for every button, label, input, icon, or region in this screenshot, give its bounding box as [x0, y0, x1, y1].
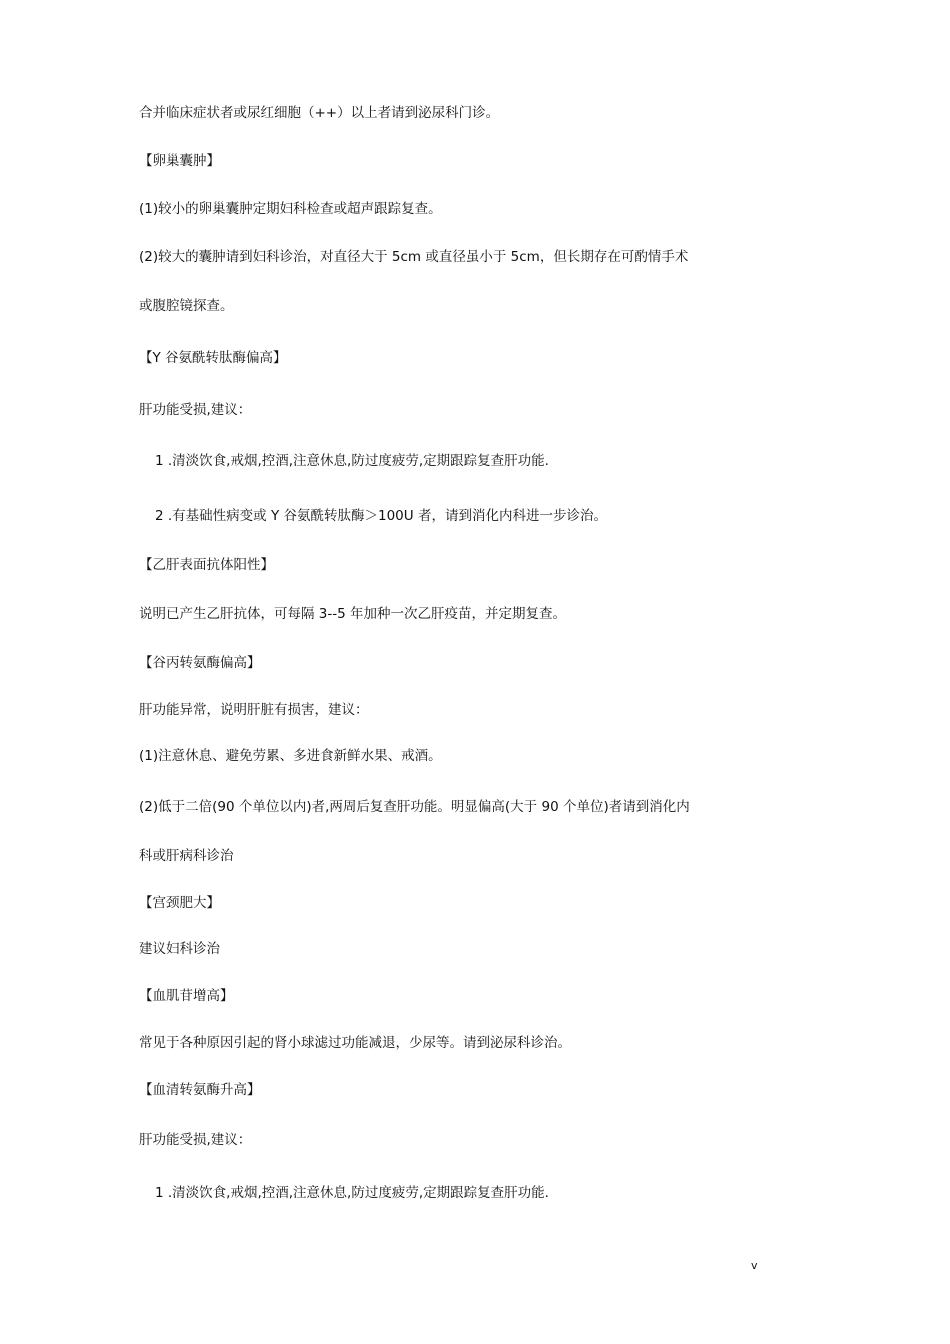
paragraph-line: (2)较大的囊肿请到妇科诊治，对直径大于 5cm 或直径虽小于 5cm，但长期存在可酌情手术	[139, 249, 689, 265]
numbered-item: 1 .清淡饮食,戒烟,控酒,注意休息,防过度疲劳,定期跟踪复查肝功能.	[155, 1185, 549, 1201]
paragraph-line: 常见于各种原因引起的肾小球滤过功能减退，少尿等。请到泌尿科诊治。	[139, 1035, 571, 1051]
section-heading: 【谷丙转氨酶偏高】	[139, 655, 261, 671]
section-heading: 【Y 谷氨酰转肽酶偏高】	[139, 350, 287, 366]
paragraph-line: 说明已产生乙肝抗体，可每隔 3--5 年加种一次乙肝疫苗，并定期复查。	[139, 606, 567, 622]
section-heading: 【乙肝表面抗体阳性】	[139, 557, 274, 573]
paragraph-line: 建议妇科诊治	[139, 941, 220, 957]
paragraph-line: (1)较小的卵巢囊肿定期妇科检查或超声跟踪复查。	[139, 201, 442, 217]
section-heading: 【宫颈肥大】	[139, 895, 220, 911]
paragraph-line: 肝功能受损,建议：	[139, 402, 252, 418]
paragraph-line: 科或肝病科诊治	[139, 848, 234, 864]
paragraph-line: 肝功能受损,建议：	[139, 1132, 252, 1148]
page-footer-mark: v	[751, 1259, 758, 1272]
paragraph-line: 肝功能异常，说明肝脏有损害，建议：	[139, 702, 369, 718]
paragraph-line: 或腹腔镜探查。	[139, 298, 234, 314]
paragraph-line: (1)注意休息、避免劳累、多进食新鲜水果、戒酒。	[139, 748, 442, 764]
numbered-item: 1 .清淡饮食,戒烟,控酒,注意休息,防过度疲劳,定期跟踪复查肝功能.	[155, 453, 549, 469]
numbered-item: 2 .有基础性病变或 Y 谷氨酰转肽酶＞100U 者，请到消化内科进一步诊治。	[155, 508, 607, 524]
section-heading: 【卵巢囊肿】	[139, 153, 220, 169]
section-heading: 【血肌苷增高】	[139, 988, 234, 1004]
paragraph-line: 合并临床症状者或尿红细胞（++）以上者请到泌尿科门诊。	[139, 105, 500, 121]
paragraph-line: (2)低于二倍(90 个单位以内)者,两周后复查肝功能。明显偏高(大于 90 个单位)者请到消化内	[139, 799, 690, 815]
section-heading: 【血清转氨酶升高】	[139, 1082, 261, 1098]
